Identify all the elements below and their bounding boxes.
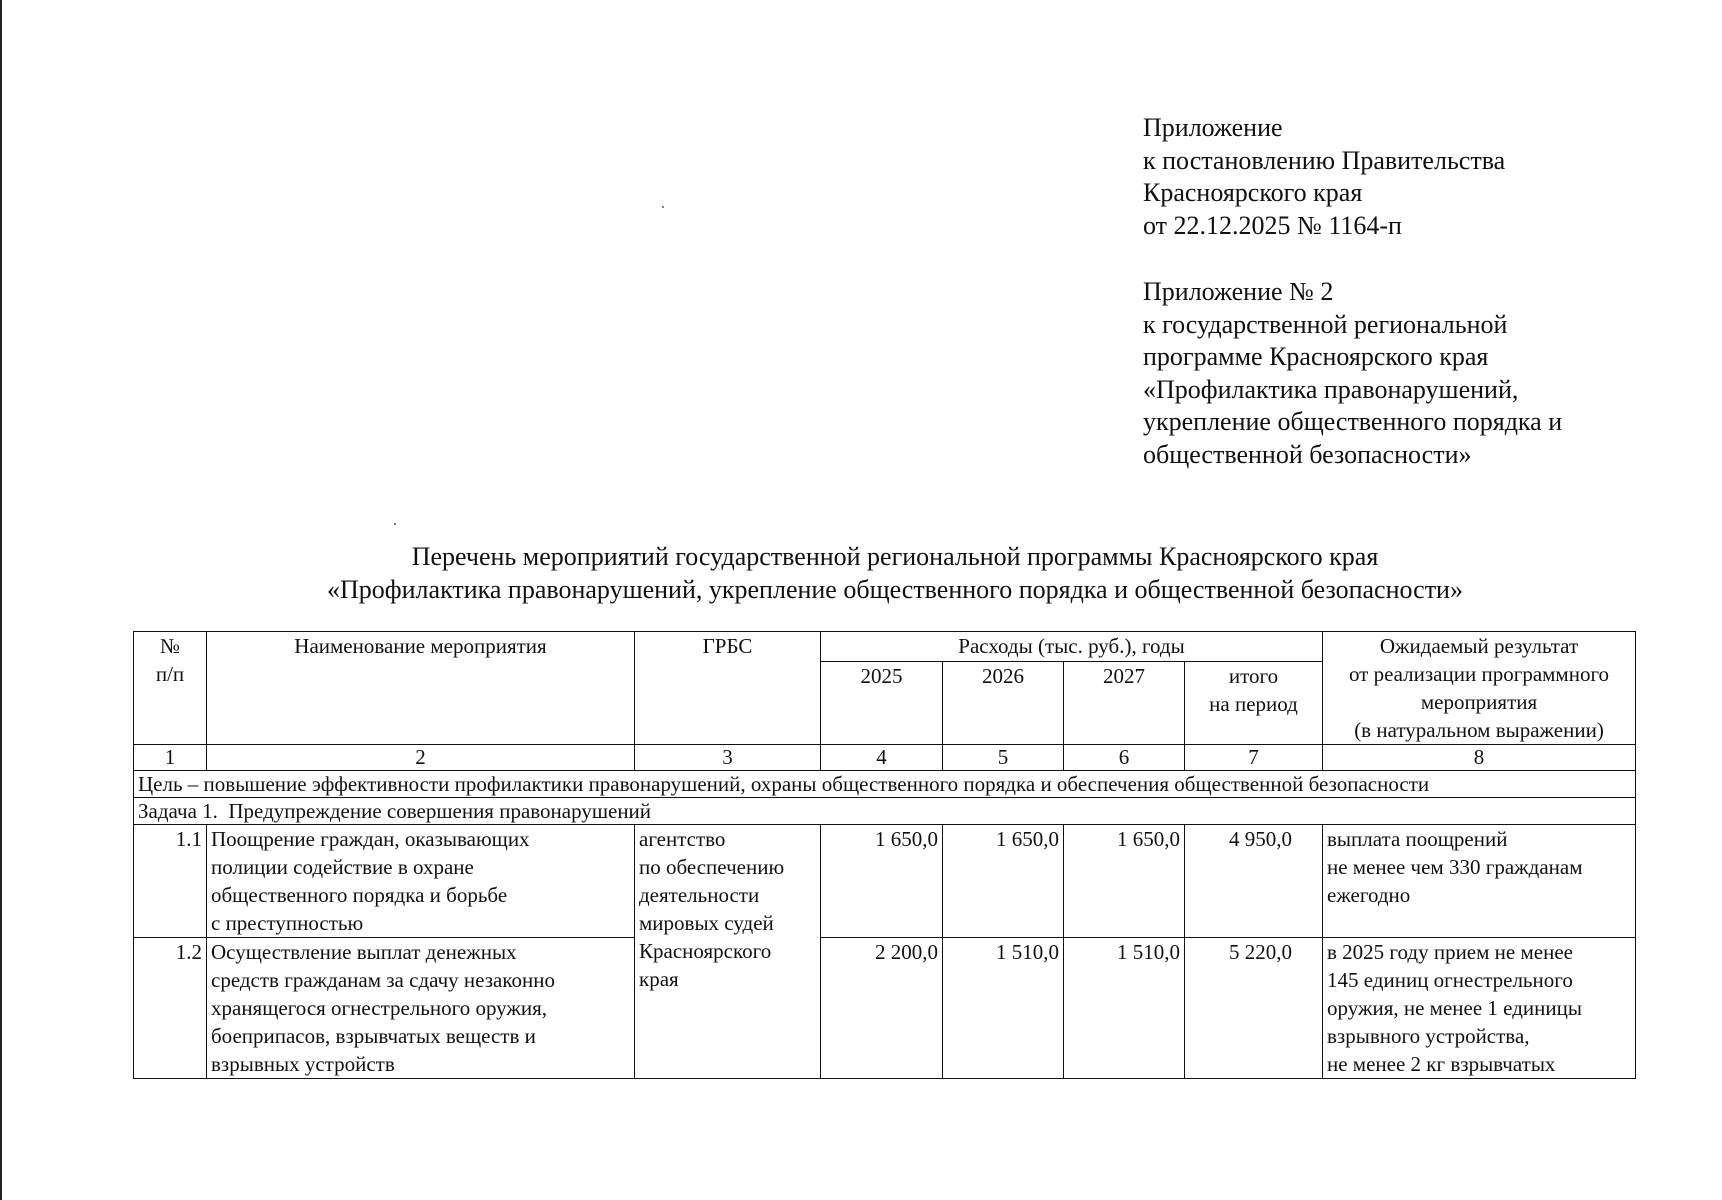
appendix-line: программе Красноярского края	[1143, 342, 1489, 371]
header-year-2026: 2026	[943, 661, 1064, 744]
result-line: не менее 2 кг взрывчатых	[1327, 1052, 1556, 1076]
expense-2027: 1 650,0	[1064, 825, 1185, 938]
header-expenses: Расходы (тыс. руб.), годы	[821, 632, 1323, 662]
task-row	[134, 798, 1636, 825]
table-row	[134, 825, 1636, 938]
approval-line: от 22.12.2025 № 1164-п	[1143, 210, 1402, 240]
column-numbers-row	[134, 745, 1636, 771]
measure-name-line: средств гражданам за сдачу незаконно	[211, 968, 555, 992]
header-total-line: итого	[1228, 663, 1279, 688]
header-year-2027: 2027	[1064, 661, 1185, 744]
appendix-line: укрепление общественного порядка и	[1143, 407, 1563, 436]
header-number-line: п/п	[155, 662, 185, 686]
column-number: 1	[134, 745, 207, 771]
measure-name-line: взрывных устройств	[211, 1052, 395, 1076]
header-result-line: Ожидаемый результат	[1379, 634, 1579, 658]
column-number: 3	[635, 745, 821, 771]
header-name: Наименование мероприятия	[207, 632, 635, 745]
expense-2027: 1 510,0	[1064, 938, 1185, 1079]
result-line: ежегодно	[1327, 883, 1411, 907]
result-line: выплата поощрений	[1327, 827, 1508, 851]
expense-2025: 2 200,0	[821, 938, 943, 1079]
expense-2026: 1 650,0	[943, 825, 1064, 938]
measure-name-line: хранящегося огнестрельного оружия,	[211, 996, 548, 1020]
result-line: в 2025 году прием не менее	[1327, 940, 1573, 964]
header-number	[134, 632, 207, 745]
expense-total: 4 950,0	[1185, 825, 1323, 938]
approval-line: Красноярского края	[1143, 178, 1363, 207]
row-index: 1.1	[134, 825, 207, 938]
task-text: Задача 1. Предупреждение совершения правонарушений	[134, 798, 1636, 825]
measure-name-line: Поощрение граждан, оказывающих	[211, 827, 530, 851]
header-grbs: ГРБС	[635, 632, 821, 745]
approval-line: к постановлению Правительства	[1143, 145, 1506, 175]
row-grbs	[635, 825, 821, 1079]
header-total-line: на период	[1209, 691, 1298, 716]
title-line-1: Перечень мероприятий государственной региональной программы Красноярского края	[411, 542, 1379, 571]
grbs-line: Красноярского	[639, 939, 772, 963]
scan-speck	[394, 523, 396, 525]
measures-table	[133, 631, 1636, 1079]
table-header-row	[134, 632, 1636, 662]
header-result-line: (в натуральном выражении)	[1354, 718, 1604, 742]
column-number: 8	[1323, 745, 1636, 771]
grbs-line: деятельности	[639, 883, 760, 907]
row-expected-result	[1323, 825, 1636, 938]
appendix-block	[1143, 276, 1562, 471]
result-line: оружия, не менее 1 единицы	[1327, 996, 1582, 1020]
row-measure-name	[207, 938, 635, 1079]
expense-2025: 1 650,0	[821, 825, 943, 938]
result-line: не менее чем 330 гражданам	[1327, 855, 1583, 879]
expense-2026: 1 510,0	[943, 938, 1064, 1079]
result-line: взрывного устройства,	[1327, 1024, 1530, 1048]
header-year-2025: 2025	[821, 661, 943, 744]
header-result	[1323, 632, 1636, 745]
measure-name-line: полиции содействие в охране	[211, 855, 474, 879]
approval-block	[1143, 112, 1505, 242]
column-number: 4	[821, 745, 943, 771]
measure-name-line: с преступностью	[211, 911, 364, 935]
document-title	[0, 540, 1722, 606]
appendix-line: общественной безопасности»	[1143, 439, 1472, 469]
measure-name-line: общественного порядка и борьбе	[211, 883, 508, 907]
header-total	[1185, 661, 1323, 744]
header-result-line: от реализации программного	[1348, 662, 1610, 686]
header-result-line: мероприятия	[1420, 690, 1538, 714]
approval-line: Приложение	[1143, 113, 1283, 142]
column-number: 2	[207, 745, 635, 771]
title-line-2: «Профилактика правонарушений, укрепление общественного порядка и общественной безопасности»	[327, 575, 1463, 604]
measure-name-line: Осуществление выплат денежных	[211, 940, 517, 964]
row-expected-result	[1323, 938, 1636, 1079]
appendix-line: «Профилактика правонарушений,	[1143, 374, 1519, 404]
grbs-line: мировых судей	[639, 911, 774, 935]
header-number-line: №	[159, 634, 181, 658]
row-index: 1.2	[134, 938, 207, 1079]
expense-total: 5 220,0	[1185, 938, 1323, 1079]
row-measure-name	[207, 825, 635, 938]
result-line: 145 единиц огнестрельного	[1327, 968, 1573, 992]
column-number: 5	[943, 745, 1064, 771]
scan-speck	[662, 206, 664, 208]
column-number: 7	[1185, 745, 1323, 771]
grbs-line: края	[639, 967, 679, 991]
appendix-line: к государственной региональной	[1143, 309, 1508, 339]
goal-text: Цель – повышение эффективности профилактики правонарушений, охраны общественного порядка и обеспечения общественной безопасности	[134, 771, 1636, 798]
measure-name-line: боеприпасов, взрывчатых веществ и	[211, 1024, 536, 1048]
column-number: 6	[1064, 745, 1185, 771]
grbs-line: по обеспечению	[639, 855, 785, 879]
table-row	[134, 938, 1636, 1079]
grbs-line: агентство	[639, 827, 726, 851]
appendix-line: Приложение № 2	[1143, 277, 1334, 306]
goal-row	[134, 771, 1636, 798]
